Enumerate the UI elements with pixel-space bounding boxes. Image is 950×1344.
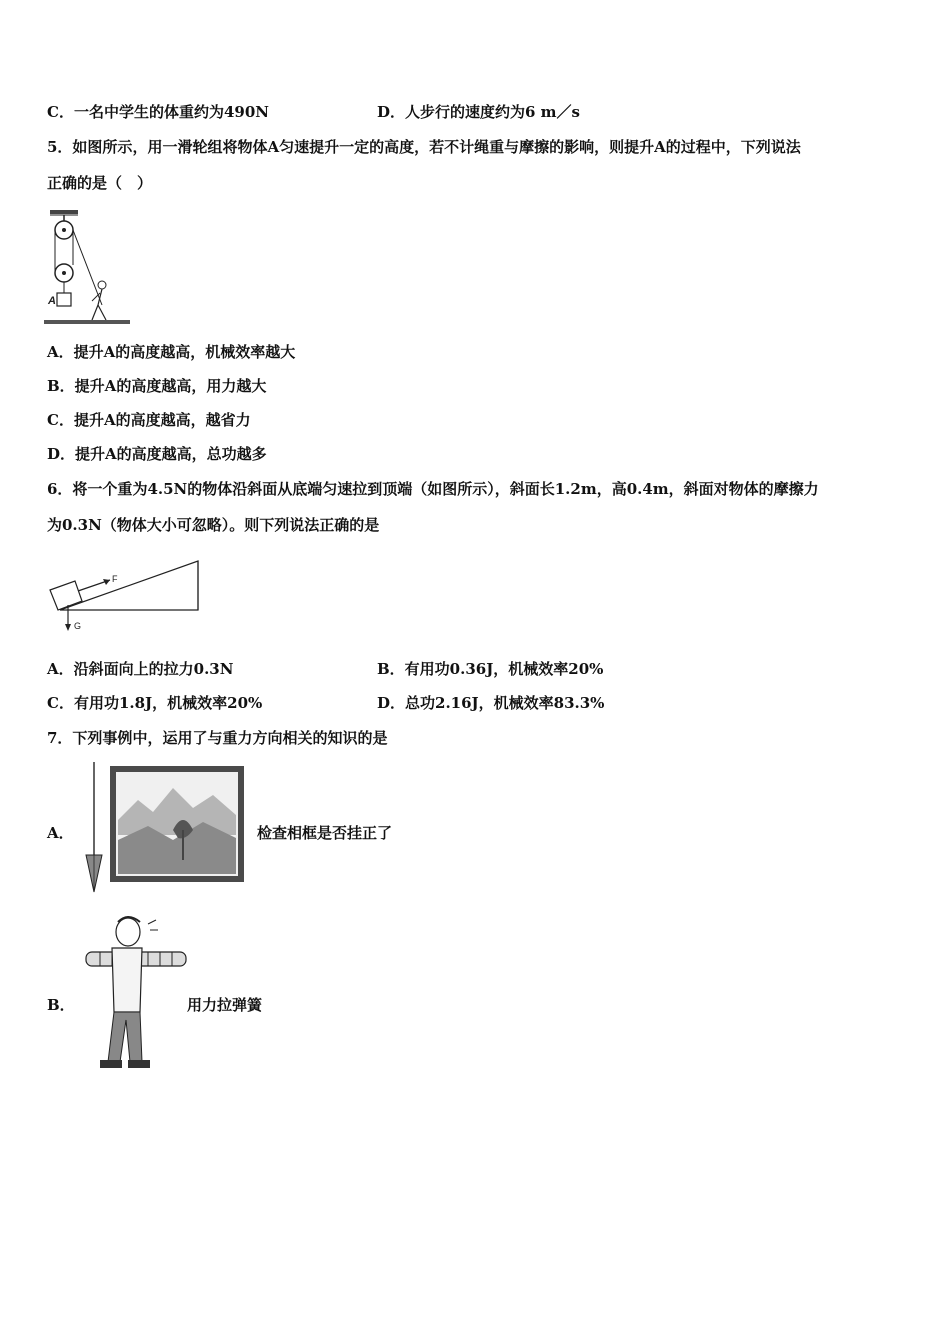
- q6-stem-line1: 6．将一个重为4.5N的物体沿斜面从底端匀速拉到顶端（如图所示），斜面长1.2m，高0.4m，斜面对物体的摩擦力: [47, 480, 819, 498]
- q7-option-b-text: 用力拉弹簧: [187, 996, 263, 1014]
- q5-option-d: D．提升A的高度越高，总功越多: [47, 445, 267, 463]
- q5-stem-line1: 5．如图所示，用一滑轮组将物体A匀速提升一定的高度，若不计绳重与摩擦的影响，则提升A的过程中，下列说法: [47, 138, 801, 156]
- q5-option-c: C．提升A的高度越高，越省力: [47, 411, 251, 429]
- incline-figure: [40, 555, 210, 640]
- q5-option-a: A．提升A的高度越高，机械效率越大: [47, 343, 296, 361]
- q6-stem-line2: 为0.3N（物体大小可忽略）。则下列说法正确的是: [47, 516, 380, 534]
- pulley-label-a: A: [48, 295, 56, 307]
- spring-pulling-man-figure: [80, 912, 190, 1078]
- q5-option-b: B．提升A的高度越高，用力越大: [47, 377, 267, 395]
- q6-option-c: C．有用功1.8J，机械效率20%: [47, 694, 263, 712]
- force-label-g: G: [74, 621, 82, 631]
- q7-stem: 7．下列事例中，运用了与重力方向相关的知识的是: [47, 729, 388, 747]
- q6-option-d: D．总功2.16J，机械效率83.3%: [377, 694, 605, 712]
- force-label-f: F: [112, 574, 118, 584]
- picture-frame-plumb-figure: [78, 760, 248, 898]
- q7-option-a-text: 检查相框是否挂正了: [257, 824, 393, 842]
- q6-option-b: B．有用功0.36J，机械效率20%: [377, 660, 604, 678]
- q7-option-b-letter: B．: [47, 996, 75, 1014]
- pulley-system-figure: [40, 205, 135, 330]
- q4-option-d: D．人步行的速度约为6 m／s: [377, 103, 580, 121]
- q6-option-a: A．沿斜面向上的拉力0.3N: [47, 660, 234, 678]
- q5-stem-line2: 正确的是（ ）: [47, 174, 153, 192]
- q4-option-c: C．一名中学生的体重约为490N: [47, 103, 269, 121]
- q7-option-a-letter: A．: [47, 824, 74, 842]
